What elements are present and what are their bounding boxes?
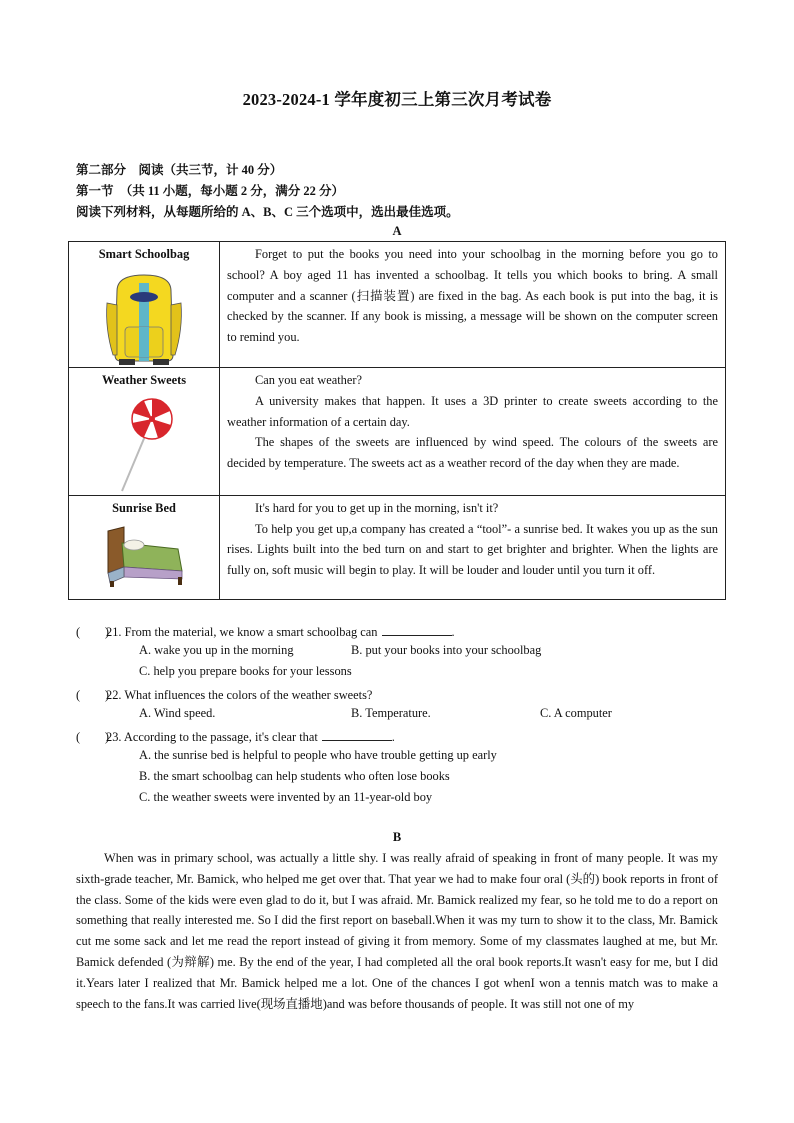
row-content xyxy=(220,495,726,599)
option-a[interactable]: A. Wind speed. xyxy=(139,706,216,720)
paragraph: It's hard for you to get up in the morning, isn't it? xyxy=(255,500,499,515)
passage-b-text: When was in primary school, was actually a little shy. I was really afraid of speaking in front of many people. It was my sixth-grade teacher, Mr. Bamick, who helped me get over that. That year we had to make four oral (头的) book reports in front of the class. Some of the kids were even glad to do it, but I was afraid. Mr. Bamick realized my fear, so he told me to do a report on something that really interested me. So I did the first report on baseball.When it was my turn to show it to the class, Mr. Bamick cut me some sack and let me read the report instead of giving it from memory. Some of my classmates laughed at me, but Mr. Bamick defended (为辩解) me. By the end of the year, I had completed all the oral book reports.It wasn't easy for me, but I did it.Years later I realized that Mr. Bamick helped me a lot. One of the chances I got whenI won a tennis match was to make a speech to the fans.It was carried live(现场直播地)and was before thousands of people. It was still not one of my xyxy=(76,851,718,1011)
table-row xyxy=(69,368,726,496)
paragraph: Forget to put the books you need into your schoolbag in the morning before you go to school? A boy aged 11 has invented a schoolbag. It tells you which books to bring. A small computer and a scanner (扫描装置) are fixed in the bag. As each book is put into the bag, it is checked by the scanner. If any book is missing, a message will be shown on the computer screen to remind you. xyxy=(227,247,718,345)
question-stem: 23. According to the passage, it's clear that xyxy=(106,730,318,744)
question-22 xyxy=(76,685,372,703)
row-title: Smart Schoolbag xyxy=(98,247,190,261)
question-21: ( )21. From the material, we know a smart schoolbag can . xyxy=(76,622,455,640)
row-content xyxy=(220,368,726,496)
paragraph: To help you get up,a company has created a “tool”- a sunrise bed. It wakes you up as the sun rises. Lights built into the bed turn on and start to get brighter and brighter. When the lights are fully on, soft music will begin to play. It will be louder and louder until you turn it off. xyxy=(227,521,718,578)
row-header xyxy=(69,495,220,599)
bed-icon xyxy=(102,523,186,589)
option-c[interactable]: C. A computer xyxy=(540,706,612,720)
paragraph: A university makes that happen. It uses a 3D printer to create sweets according to the weather information of a certain day. xyxy=(227,393,718,429)
table-row xyxy=(69,242,726,368)
option-b[interactable]: B. put your books into your schoolbag xyxy=(351,643,542,657)
material-table xyxy=(68,241,726,600)
passage-b-label: B xyxy=(392,830,402,844)
row-header xyxy=(69,368,220,496)
paragraph: The shapes of the sweets are influenced by wind speed. The colours of the sweets are decided by temperature. The sweets act as a weather record of the day when they are made. xyxy=(227,435,718,471)
question-stem: 22. What influences the colors of the weather sweets? xyxy=(106,688,373,702)
option-b[interactable]: B. the smart schoolbag can help students who often lose books xyxy=(139,769,450,783)
option-a[interactable]: A. the sunrise bed is helpful to people who have trouble getting up early xyxy=(139,748,497,762)
row-title: Sunrise Bed xyxy=(112,500,176,515)
passage-a-label: A xyxy=(392,224,402,238)
row-header xyxy=(69,242,220,368)
question-stem: 21. From the material, we know a smart schoolbag can xyxy=(106,625,378,639)
row-title: Weather Sweets xyxy=(101,373,187,387)
fill-blank xyxy=(382,623,452,636)
row-content xyxy=(220,242,726,368)
paragraph: Can you eat weather? xyxy=(255,373,362,387)
page-title: 2023-2024-1 学年度初三上第三次月考试卷 xyxy=(242,90,552,109)
option-c[interactable]: C. help you prepare books for your lessons xyxy=(139,664,352,678)
instruction: 阅读下列材料，从每题所给的 A、B、C 三个选项中，选出最佳选项。 xyxy=(76,205,459,219)
option-a[interactable]: A. wake you up in the morning xyxy=(139,643,294,657)
section-heading: 第一节 （共 11 小题，每小题 2 分，满分 22 分） xyxy=(76,184,345,198)
answer-blank[interactable]: ( ) xyxy=(76,730,110,744)
answer-blank[interactable]: ( ) xyxy=(76,688,110,702)
table-row xyxy=(69,495,726,599)
answer-blank[interactable]: ( ) xyxy=(76,625,110,639)
backpack-icon xyxy=(99,269,189,367)
part-heading: 第二部分 阅读（共三节，计 40 分） xyxy=(76,163,283,177)
lollipop-icon xyxy=(104,395,184,495)
fill-blank xyxy=(322,728,392,741)
option-c[interactable]: C. the weather sweets were invented by an 11-year-old boy xyxy=(139,790,433,804)
option-b[interactable]: B. Temperature. xyxy=(351,706,431,720)
question-23: ( )23. According to the passage, it's clear that . xyxy=(76,727,395,745)
